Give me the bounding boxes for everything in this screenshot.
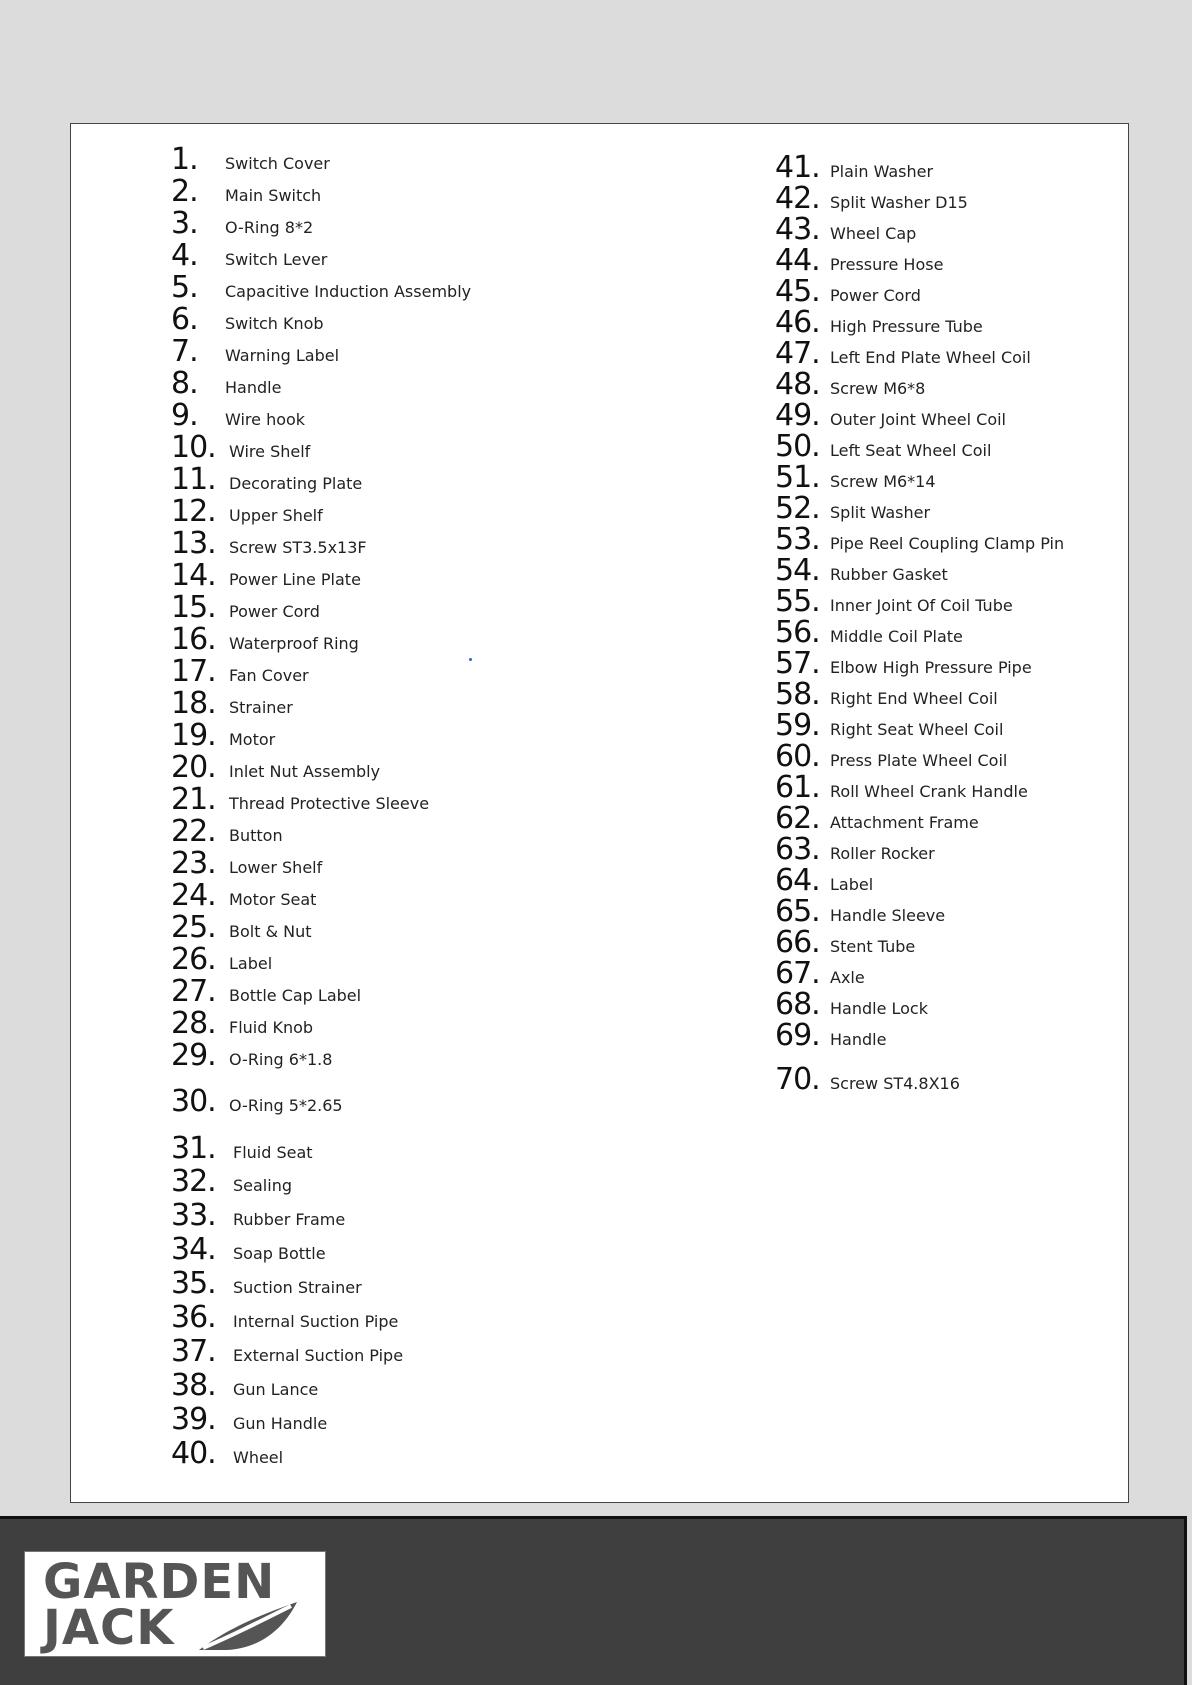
part-name: Outer Joint Wheel Coil [830, 410, 1006, 429]
part-list-item [171, 398, 305, 433]
part-list-item [775, 429, 991, 464]
part-number: 1. [171, 142, 198, 177]
part-list-item [171, 686, 293, 721]
part-name: Power Cord [229, 602, 320, 621]
part-name: Warning Label [225, 346, 340, 365]
part-list-item [171, 846, 322, 881]
part-list-item [171, 206, 313, 241]
part-name: Wheel [233, 1448, 284, 1467]
part-name: Roll Wheel Crank Handle [830, 782, 1028, 801]
part-number: 53. [775, 522, 820, 557]
part-list-item [775, 801, 979, 836]
part-name: Capacitive Induction Assembly [225, 282, 472, 301]
part-name: Switch Knob [225, 314, 324, 333]
part-name: O-Ring 6*1.8 [229, 1050, 333, 1069]
part-list-item [171, 1131, 313, 1166]
part-number: 68. [775, 987, 820, 1022]
part-name: Inlet Nut Assembly [229, 762, 381, 781]
part-name: Lower Shelf [229, 858, 323, 877]
part-number: 42. [775, 181, 820, 216]
part-name: Fluid Knob [229, 1018, 314, 1037]
brand-logo [24, 1551, 326, 1657]
part-name: Fluid Seat [233, 1143, 313, 1162]
part-name: Decorating Plate [229, 474, 363, 493]
part-name: Main Switch [225, 186, 322, 205]
part-list-item [171, 814, 283, 849]
part-number: 39. [171, 1402, 216, 1437]
part-number: 62. [775, 801, 820, 836]
part-list-item [775, 243, 943, 278]
part-number: 4. [171, 238, 198, 273]
part-list-item [775, 212, 916, 247]
part-number: 35. [171, 1266, 216, 1301]
part-number: 60. [775, 739, 820, 774]
part-number: 13. [171, 526, 216, 561]
part-name: Split Washer D15 [830, 193, 968, 212]
part-name: Thread Protective Sleeve [229, 794, 430, 813]
part-name: Pressure Hose [830, 255, 944, 274]
part-number: 41. [775, 150, 820, 185]
part-number: 20. [171, 750, 216, 785]
part-list-item [171, 1006, 313, 1041]
part-list-item [171, 270, 471, 305]
part-list-item [171, 1402, 327, 1437]
part-list-item [171, 942, 272, 977]
part-list-item [775, 987, 928, 1022]
part-name: Wheel Cap [830, 224, 917, 243]
part-list-item [171, 494, 323, 529]
part-name: Power Cord [830, 286, 921, 305]
part-number: 61. [775, 770, 820, 805]
part-name: Gun Handle [233, 1414, 328, 1433]
part-name: Left End Plate Wheel Coil [830, 348, 1031, 367]
part-name: Bolt & Nut [229, 922, 312, 941]
part-number: 28. [171, 1006, 216, 1041]
part-name: Handle Sleeve [830, 906, 946, 925]
part-number: 59. [775, 708, 820, 743]
part-number: 38. [171, 1368, 216, 1403]
part-list-item [171, 878, 316, 913]
part-list-item [775, 522, 1064, 557]
part-name: Screw ST3.5x13F [229, 538, 367, 557]
part-number: 43. [775, 212, 820, 247]
part-name: Elbow High Pressure Pipe [830, 658, 1032, 677]
stray-mark [469, 658, 472, 661]
part-number: 6. [171, 302, 198, 337]
part-number: 21. [171, 782, 216, 817]
part-list-item [775, 305, 983, 340]
part-list-item [775, 646, 1032, 681]
part-name: Label [830, 875, 874, 894]
part-name: Power Line Plate [229, 570, 361, 589]
part-list-item [775, 956, 865, 991]
part-name: Right Seat Wheel Coil [830, 720, 1004, 739]
part-number: 15. [171, 590, 216, 625]
part-list-item [171, 526, 367, 561]
part-name: O-Ring 5*2.65 [229, 1096, 343, 1115]
part-list-item [171, 1084, 343, 1119]
part-name: Sealing [233, 1176, 292, 1195]
part-name: Gun Lance [233, 1380, 319, 1399]
part-list-item [171, 1368, 318, 1403]
part-list-item [171, 910, 312, 945]
part-name: Waterproof Ring [229, 634, 359, 653]
part-number: 51. [775, 460, 820, 495]
part-number: 22. [171, 814, 216, 849]
part-name: Rubber Gasket [830, 565, 948, 584]
part-number: 64. [775, 863, 820, 898]
part-list-item [775, 677, 998, 712]
part-list-item [171, 974, 361, 1009]
part-list-item [775, 367, 925, 402]
part-name: Motor [229, 730, 276, 749]
part-list-item [171, 174, 321, 209]
part-name: Screw ST4.8X16 [830, 1074, 960, 1093]
part-number: 52. [775, 491, 820, 526]
part-number: 3. [171, 206, 198, 241]
part-number: 57. [775, 646, 820, 681]
part-list-item [171, 1266, 362, 1301]
part-number: 48. [775, 367, 820, 402]
part-number: 66. [775, 925, 820, 960]
part-number: 47. [775, 336, 820, 371]
part-name: Handle [830, 1030, 887, 1049]
part-number: 8. [171, 366, 198, 401]
part-name: Press Plate Wheel Coil [830, 751, 1008, 770]
parts-list-sheet [70, 123, 1129, 1503]
part-list-item [171, 334, 339, 369]
part-list-item [171, 462, 362, 497]
part-name: Handle [225, 378, 282, 397]
part-list-item [775, 615, 963, 650]
part-list-item [775, 181, 968, 216]
part-number: 31. [171, 1131, 216, 1166]
part-name: Handle Lock [830, 999, 928, 1018]
leaf-icon [193, 1596, 303, 1654]
part-name: High Pressure Tube [830, 317, 983, 336]
part-number: 44. [775, 243, 820, 278]
part-list-item [171, 1334, 403, 1369]
part-number: 23. [171, 846, 216, 881]
part-name: Right End Wheel Coil [830, 689, 998, 708]
part-name: Plain Washer [830, 162, 934, 181]
part-number: 46. [775, 305, 820, 340]
part-number: 70. [775, 1062, 820, 1097]
part-number: 30. [171, 1084, 216, 1119]
part-name: Fan Cover [229, 666, 309, 685]
part-number: 40. [171, 1436, 216, 1471]
part-name: Rubber Frame [233, 1210, 346, 1229]
part-name: Upper Shelf [229, 506, 323, 525]
part-number: 27. [171, 974, 216, 1009]
part-list-item [171, 1232, 326, 1267]
part-list-item [775, 398, 1006, 433]
part-list-item [171, 302, 324, 337]
part-list-item [775, 1018, 886, 1053]
part-name: Inner Joint Of Coil Tube [830, 596, 1013, 615]
part-list-item [775, 460, 936, 495]
part-number: 33. [171, 1198, 216, 1233]
part-number: 19. [171, 718, 216, 753]
part-name: Wire hook [225, 410, 306, 429]
logo-text-line-1: GARDEN [43, 1554, 276, 1610]
part-number: 7. [171, 334, 198, 369]
part-number: 63. [775, 832, 820, 867]
part-list-item [775, 150, 933, 185]
part-list-item [171, 590, 320, 625]
part-name: Attachment Frame [830, 813, 979, 832]
part-list-item [775, 491, 930, 526]
part-list-item [171, 1198, 345, 1233]
part-list-item [171, 558, 361, 593]
part-list-item [775, 708, 1003, 743]
part-list-item [775, 863, 873, 898]
part-list-item [171, 1300, 398, 1335]
part-number: 45. [775, 274, 820, 309]
part-name: Suction Strainer [233, 1278, 362, 1297]
part-list-item [171, 430, 310, 465]
part-number: 65. [775, 894, 820, 929]
part-list-item [171, 142, 330, 177]
part-number: 18. [171, 686, 216, 721]
part-list-item [171, 238, 327, 273]
part-number: 10. [171, 430, 216, 465]
part-name: Wire Shelf [229, 442, 311, 461]
part-name: Stent Tube [830, 937, 916, 956]
part-list-item [775, 894, 945, 929]
part-number: 67. [775, 956, 820, 991]
part-name: O-Ring 8*2 [225, 218, 314, 237]
part-name: Split Washer [830, 503, 931, 522]
part-name: Pipe Reel Coupling Clamp Pin [830, 534, 1065, 553]
part-name: Motor Seat [229, 890, 317, 909]
part-number: 69. [775, 1018, 820, 1053]
part-name: Axle [830, 968, 865, 987]
part-name: Strainer [229, 698, 293, 717]
part-number: 56. [775, 615, 820, 650]
part-number: 2. [171, 174, 198, 209]
part-list-item [171, 1164, 292, 1199]
part-name: Internal Suction Pipe [233, 1312, 399, 1331]
part-number: 24. [171, 878, 216, 913]
part-list-item [171, 782, 429, 817]
part-name: Roller Rocker [830, 844, 935, 863]
part-list-item [775, 274, 921, 309]
part-name: Soap Bottle [233, 1244, 326, 1263]
part-number: 50. [775, 429, 820, 464]
part-list-item [775, 739, 1007, 774]
part-list-item [775, 336, 1031, 371]
part-list-item [775, 584, 1013, 619]
part-number: 5. [171, 270, 198, 305]
part-name: Middle Coil Plate [830, 627, 963, 646]
part-list-item [775, 770, 1028, 805]
part-name: Left Seat Wheel Coil [830, 441, 992, 460]
part-number: 49. [775, 398, 820, 433]
part-name: Button [229, 826, 283, 845]
part-number: 25. [171, 910, 216, 945]
part-list-item [775, 832, 935, 867]
part-number: 11. [171, 462, 216, 497]
part-number: 12. [171, 494, 216, 529]
part-list-item [171, 366, 281, 401]
part-list-item [171, 622, 359, 657]
part-name: Switch Cover [225, 154, 330, 173]
part-number: 17. [171, 654, 216, 689]
part-list-item [171, 654, 309, 689]
part-number: 26. [171, 942, 216, 977]
part-number: 55. [775, 584, 820, 619]
part-number: 9. [171, 398, 198, 433]
footer-bar [0, 1516, 1187, 1685]
part-list-item [171, 750, 380, 785]
part-name: External Suction Pipe [233, 1346, 404, 1365]
part-number: 37. [171, 1334, 216, 1369]
part-number: 32. [171, 1164, 216, 1199]
part-list-item [775, 553, 948, 588]
part-list-item [775, 925, 915, 960]
part-number: 16. [171, 622, 216, 657]
part-name: Bottle Cap Label [229, 986, 362, 1005]
part-name: Switch Lever [225, 250, 328, 269]
part-list-item [171, 718, 275, 753]
part-number: 34. [171, 1232, 216, 1267]
part-list-item [171, 1436, 283, 1471]
part-name: Label [229, 954, 273, 973]
part-number: 58. [775, 677, 820, 712]
logo-text-line-2: JACK [43, 1600, 175, 1656]
part-number: 29. [171, 1038, 216, 1073]
part-name: Screw M6*14 [830, 472, 936, 491]
part-number: 36. [171, 1300, 216, 1335]
part-list-item [171, 1038, 332, 1073]
part-name: Screw M6*8 [830, 379, 926, 398]
part-list-item [775, 1062, 960, 1097]
part-number: 14. [171, 558, 216, 593]
part-number: 54. [775, 553, 820, 588]
